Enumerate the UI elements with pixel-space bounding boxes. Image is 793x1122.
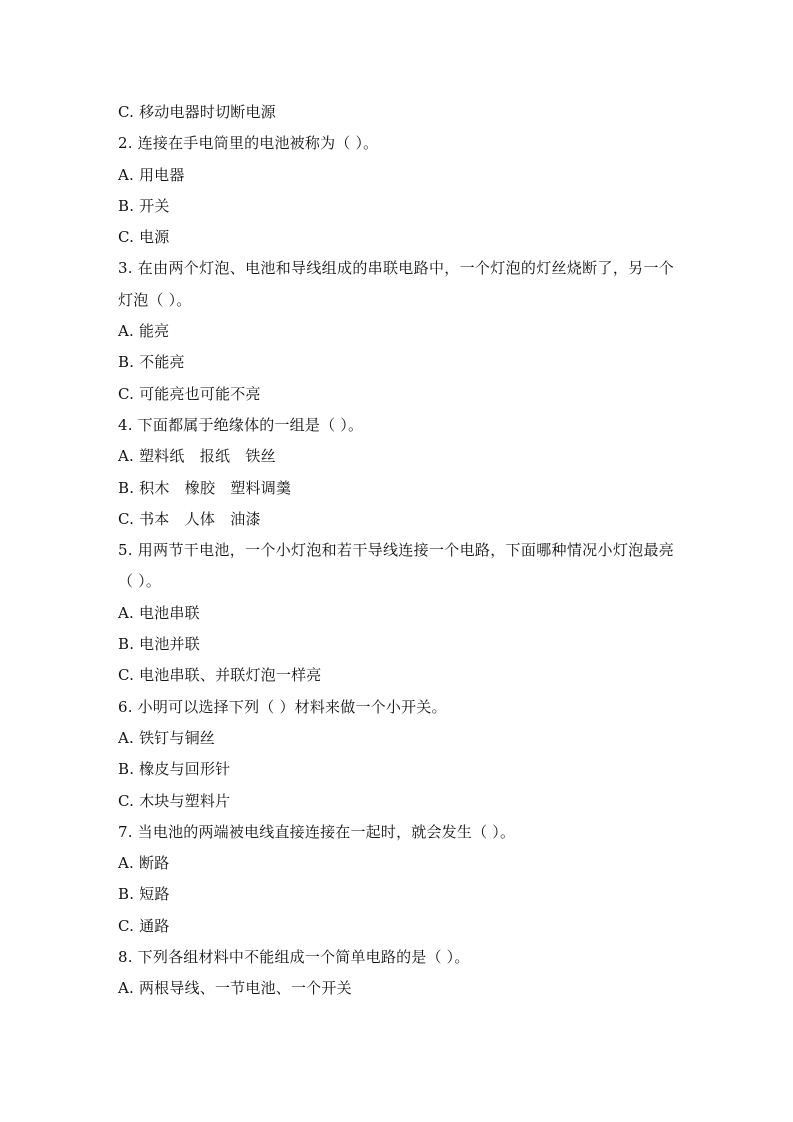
- option-line: C. 木块与塑料片: [118, 791, 231, 810]
- question-line: 6. 小明可以选择下列（ ）材料来做一个小开关。: [118, 697, 447, 716]
- question-line: 5. 用两节干电池，一个小灯泡和若干导线连接一个电路，下面哪种情况小灯泡最亮（ ）。: [118, 541, 674, 591]
- option-line: A. 塑料纸 报纸 铁丝: [118, 447, 276, 466]
- question-line: 8. 下列各组材料中不能组成一个简单电路的是（ ）。: [118, 948, 470, 967]
- question-line: 2. 连接在手电筒里的电池被称为（ ）。: [118, 134, 379, 153]
- option-line: A. 铁钉与铜丝: [118, 728, 215, 747]
- option-line: B. 不能亮: [118, 353, 185, 372]
- option-line: C. 电源: [118, 228, 170, 247]
- question-line: 3. 在由两个灯泡、电池和导线组成的串联电路中，一个灯泡的灯丝烧断了，另一个灯泡（ ）。: [118, 259, 674, 309]
- option-line: A. 两根导线、一节电池、一个开关: [118, 979, 352, 998]
- option-line: B. 短路: [118, 885, 170, 904]
- option-line: A. 用电器: [118, 165, 185, 184]
- option-line: B. 积木 橡胶 塑料调羹: [118, 478, 292, 497]
- option-line: B. 橡皮与回形针: [118, 760, 231, 779]
- question-line: 7. 当电池的两端被电线直接连接在一起时，就会发生（ ）。: [118, 822, 516, 841]
- option-line: C. 可能亮也可能不亮: [118, 384, 261, 403]
- option-line: A. 能亮: [118, 322, 170, 341]
- option-line: C. 移动电器时切断电源: [118, 103, 276, 121]
- question-list: [118, 97, 678, 1005]
- option-line: C. 电池串联、并联灯泡一样亮: [118, 666, 322, 685]
- option-line: A. 断路: [118, 854, 170, 873]
- option-line: B. 开关: [118, 196, 170, 215]
- option-line: B. 电池并联: [118, 635, 200, 654]
- option-line: A. 电池串联: [118, 603, 200, 622]
- option-line: C. 书本 人体 油漆: [118, 509, 261, 528]
- question-line: 4. 下面都属于绝缘体的一组是（ ）。: [118, 415, 364, 434]
- option-line: C. 通路: [118, 916, 170, 935]
